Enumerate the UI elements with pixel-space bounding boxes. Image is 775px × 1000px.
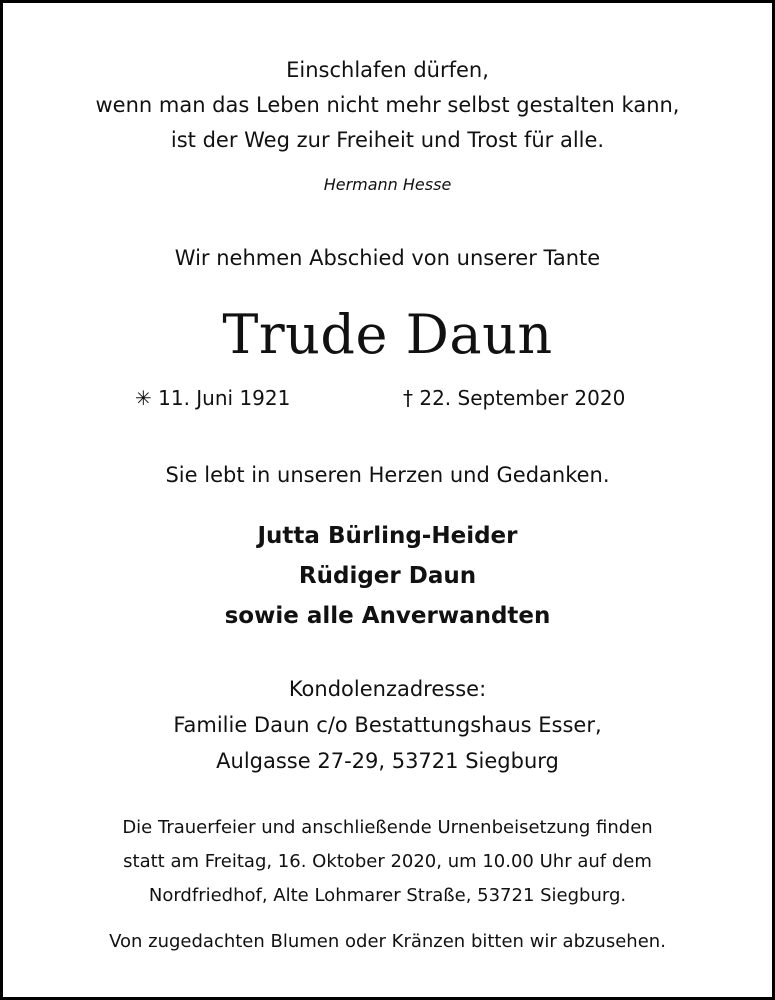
service-line-1: Die Trauerfeier und anschließende Urnenbeisetzung finden	[122, 817, 653, 838]
condolence-address-line-2: Aulgasse 27-29, 53721 Siegburg	[216, 749, 559, 773]
mourner-3: sowie alle Anverwandten	[224, 603, 551, 629]
farewell-intro: Wir nehmen Abschied von unserer Tante	[174, 246, 601, 270]
poem-line-2: wenn man das Leben nicht mehr selbst gestalten kann,	[95, 93, 680, 117]
service-line-3: Nordfriedhof, Alte Lohmarer Straße, 53721 Siegburg.	[148, 885, 627, 906]
mourner-2: Rüdiger Daun	[298, 563, 477, 589]
flowers-note: Von zugedachten Blumen oder Kränzen bitten wir abzusehen.	[109, 931, 666, 952]
condolence-address-line-1: Familie Daun c/o Bestattungshaus Esser,	[173, 713, 602, 737]
poem-line-1: Einschlafen dürfen,	[286, 58, 489, 82]
birth-date: ✳ 11. Juni 1921	[135, 386, 291, 410]
death-date: † 22. September 2020	[403, 386, 626, 410]
poem-author: Hermann Hesse	[323, 175, 452, 194]
deceased-name: Trude Daun	[222, 303, 553, 366]
service-line-2: statt am Freitag, 16. Oktober 2020, um 10.00 Uhr auf dem	[123, 851, 652, 872]
memorial-motto: Sie lebt in unseren Herzen und Gedanken.	[165, 463, 610, 487]
condolence-label: Kondolenzadresse:	[288, 677, 487, 701]
mourner-1: Jutta Bürling-Heider	[257, 523, 518, 549]
poem-line-3: ist der Weg zur Freiheit und Trost für alle.	[170, 128, 605, 152]
